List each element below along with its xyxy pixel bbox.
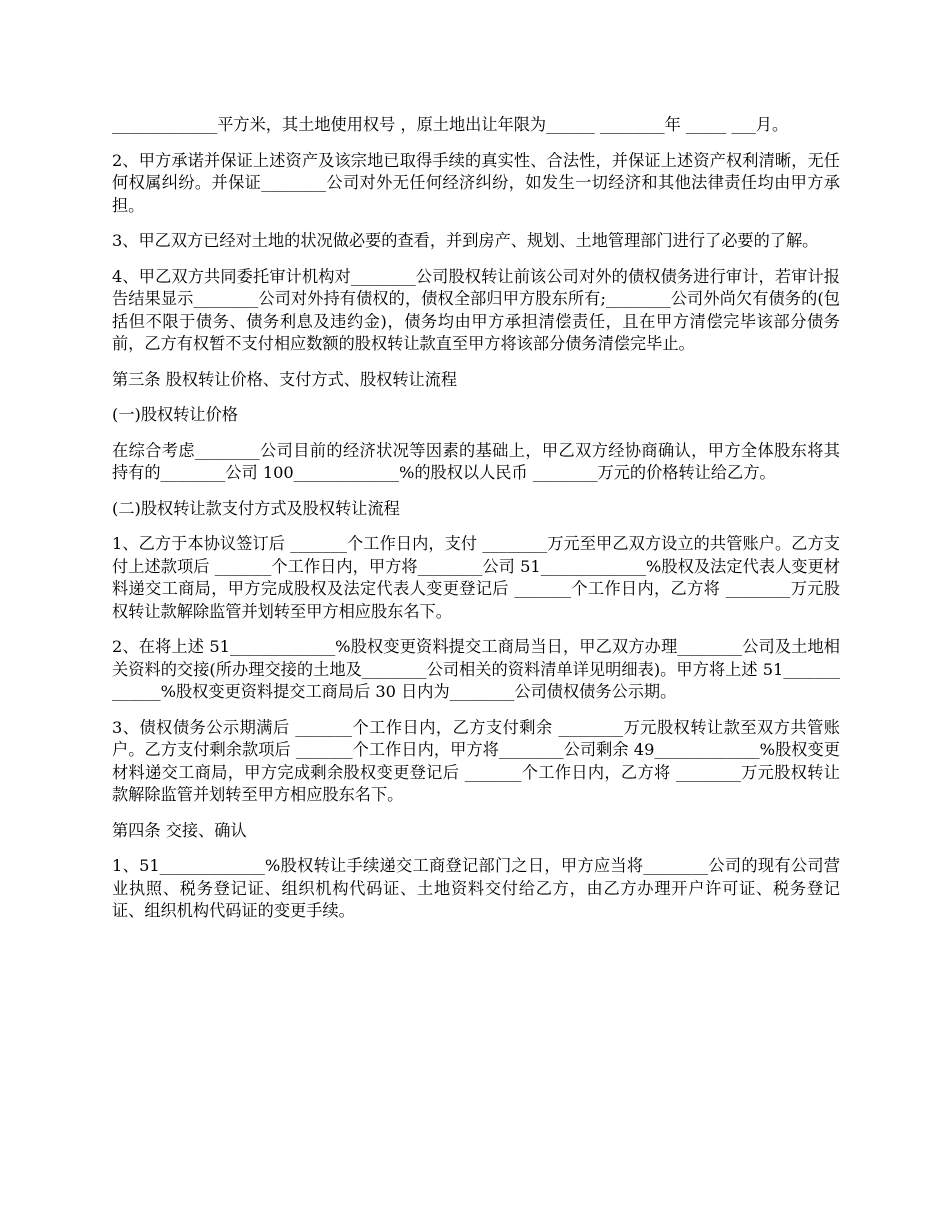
paragraph-payment-2: 2、在将上述 51_____________%股权变更资料提交工商局当日，甲乙双方办理________公司及土地相关资料的交接(所办理交接的土地及________公司相关的资料清单详见明细表)。甲方将上述 51_____________%股权变更资料提交工商局后 30 日内为________公司债权债务公示期。 — [112, 637, 840, 701]
document-body — [112, 114, 840, 936]
paragraph-clause-3-inspection: 3、甲乙双方已经对土地的状况做必要的查看，并到房产、规划、土地管理部门进行了必要的了解。 — [112, 231, 819, 250]
paragraph-payment-3: 3、债权债务公示期满后 _______个工作日内，乙方支付剩余 ________万元股权转让款至双方共管账户。乙方支付剩余款项后 _______个工作日内，甲方将________公司剩余 49_____________%股权变更材料递交工商局，甲方完成剩余股权变更登记后 _______个工作日内，乙方将 ________万元股权转让款解除监管并划转至甲方相应股东名下。 — [112, 717, 840, 804]
section-heading-article-4: 第四条 交接、确认 — [112, 820, 247, 840]
paragraph-transfer-price: 在综合考虑________公司目前的经济状况等因素的基础上，甲乙双方经协商确认，甲方全体股东将其持有的________公司 100_____________%的股权以人民币 ________万元的价格转让给乙方。 — [112, 440, 840, 482]
paragraph-clause-4-audit: 4、甲乙双方共同委托审计机构对________公司股权转让前该公司对外的债权债务进行审计，若审计报告结果显示________公司对外持有债权的，债权全部归甲方股东所有;________公司外尚欠有债务的(包括但不限于债务、债务利息及违约金)，债务均由甲方承担清偿责任，且在甲方清偿完毕该部分债务前，乙方有权暂不支付相应数额的股权转让款直至甲方将该部分债务清偿完毕止。 — [112, 266, 840, 353]
paragraph-payment-1: 1、乙方于本协议签订后 _______个工作日内，支付 ________万元至甲乙双方设立的共管账户。乙方支付上述款项后 _______个工作日内，甲方将________公司 51_____________%股权及法定代表人变更材料递交工商局，甲方完成股权及法定代表人变更登记后 _______个工作日内，乙方将 ________万元股权转让款解除监管并划转至甲方相应股东名下。 — [112, 534, 840, 621]
section-heading-article-3: 第三条 股权转让价格、支付方式、股权转让流程 — [112, 369, 458, 389]
paragraph-handover-1: 1、51_____________%股权转让手续递交工商登记部门之日，甲方应当将________公司的现有公司营业执照、税务登记证、组织机构代码证、土地资料交付给乙方，由乙方办理开户许可证、税务登记证、组织机构代码证的变更手续。 — [112, 856, 840, 920]
subsection-heading-price: (一)股权转让价格 — [112, 405, 238, 424]
paragraph-land-area: _____________平方米，其土地使用权号 ，原土地出让年限为______ ________年 _____ ___月。 — [112, 115, 789, 134]
subsection-heading-payment: (二)股权转让款支付方式及股权转让流程 — [112, 498, 400, 518]
paragraph-clause-2-guarantee: 2、甲方承诺并保证上述资产及该宗地已取得手续的真实性、合法性，并保证上述资产权利清晰，无任何权属纠纷。并保证________公司对外无任何经济纠纷，如发生一切经济和其他法律责任均由甲方承担。 — [112, 150, 840, 215]
